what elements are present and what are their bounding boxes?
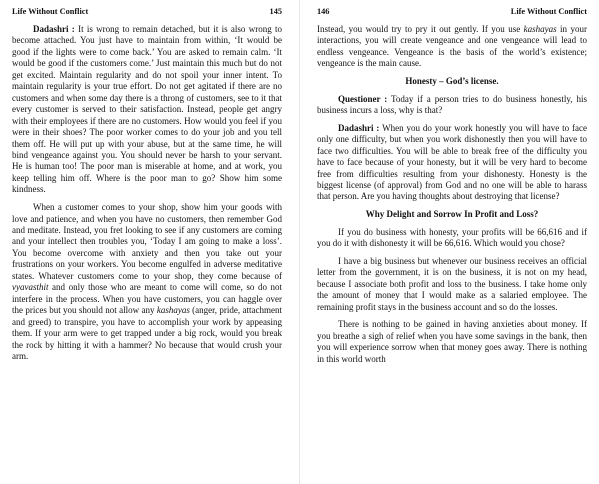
left-running-title: Life Without Conflict bbox=[12, 7, 89, 16]
italic-term: kashayas bbox=[523, 24, 557, 34]
left-page-number: 145 bbox=[269, 7, 282, 16]
italic-term: kashayas bbox=[156, 305, 190, 316]
paragraph bbox=[12, 24, 282, 196]
right-page-number: 146 bbox=[317, 7, 330, 16]
paragraph-answer bbox=[317, 123, 587, 203]
speaker-dadashri: Dadashri : bbox=[33, 24, 75, 34]
speaker-questioner: Questioner : bbox=[338, 93, 388, 104]
answer-text: When you do your work honestly you will have to face only one difficulty, but when you work dishonestly then you will have to face two difficulties. You will be able to break free of the difficulty you have to face because of your honesty, but it will be very hard to become free from difficulties resulting from your dishonesty. Honesty is the biggest license (of approval) from God and no one will be able to harass that person. Are you having thoughts about destroying that license? bbox=[317, 122, 587, 202]
paragraph-question bbox=[317, 94, 587, 117]
paragraph bbox=[12, 202, 282, 362]
text-run: and only those who are meant to come will come, so do not interfere in the process. When you have customers, you can haggle over the prices but you should not allow any bbox=[12, 282, 282, 316]
paragraph: If you do business with honesty, your profits will be 66,616 and if you do it with dishonesty it will be 66,616. Which would you chose? bbox=[317, 226, 587, 249]
right-page-body bbox=[317, 24, 587, 372]
paragraph-continued bbox=[317, 24, 587, 70]
text-run: Instead, you would try to pry it out gently. If you use bbox=[317, 24, 524, 34]
right-page bbox=[300, 0, 599, 484]
left-page-body bbox=[12, 24, 282, 369]
section-heading-honesty: Honesty – God’s license. bbox=[405, 76, 499, 87]
right-running-title: Life Without Conflict bbox=[510, 7, 587, 16]
section-heading-profit-loss: Why Delight and Sorrow In Profit and Loss? bbox=[365, 209, 539, 220]
text-run: When a customer comes to your shop, show him your goods with love and patience, and when you have no customers, then remember God and meditate. Instead, you fret looking to see if any customers are coming and your intellect then troubles you, ‘Today I am going to make a loss’. You become overcome with anxiety and then you take out your frustrations on your workers. You become engulfed in adverse meditative states. Whatever customers come to your shop, they come because of bbox=[12, 202, 282, 281]
left-page-header bbox=[12, 7, 282, 19]
paragraph: There is nothing to be gained in having anxieties about money. If you breathe a sigh of relief when you have some savings in the bank, then you will experience sorrow when that money goes away. There is nothing in this world worth bbox=[317, 319, 587, 364]
right-page-header bbox=[317, 7, 587, 19]
text-run: (anger, pride, attachment and greed) to transpire, you have to accomplish your work by appeasing them. If your arm were to get trapped under a big rock, would you break the rock by hitting it with a hammer? No because that would crush your arm. bbox=[12, 305, 282, 361]
paragraph: I have a big business but whenever our business receives an official letter from the government, it is on the business, it is not on my head, because I associate both profit and loss to the business. I take home only the amount of money that I would make as a salaried employee. The remaining profit stays in the business account and so do the losses. bbox=[317, 255, 587, 312]
text-run: in your interactions, you will create vengeance and one vengeance will lead to endless vengeance. Vengeance is the basis of the world’s existence; vengeance is the main cause. bbox=[317, 24, 587, 69]
text-run: It is wrong to remain detached, but it is also wrong to become attached. You just have to maintain from within, ‘It would be good if the lights were to come back.’ You are asked to remain calm. ‘It would be good if the customers come.’ Just maintain this much but do not get excited. Maintain regularity and do not spoil your inner intent. To maintain regularity is your true effort. Do not get agitated if there are no customers and when some day there is a throng of customers, see to it that every customer is served to their satisfaction. Instead, people get angry with their employees if there are no customers. How would you feel if you were in their shoes? The poor worker comes to do your job and you tell them off. He will put up with your abuse, but at the same time, he will bind vengeance against you. You should never be harsh to your servant. He is human too! The poor man is miserable at home, and at work, you keep telling him off. Where is the poor man to go? Show him some kindness. bbox=[12, 24, 282, 195]
speaker-dadashri: Dadashri : bbox=[338, 122, 380, 133]
italic-term: vyavasthit bbox=[12, 282, 49, 293]
question-text: Today if a person tries to do business honestly, his business incurs a loss, why is that? bbox=[317, 93, 587, 116]
